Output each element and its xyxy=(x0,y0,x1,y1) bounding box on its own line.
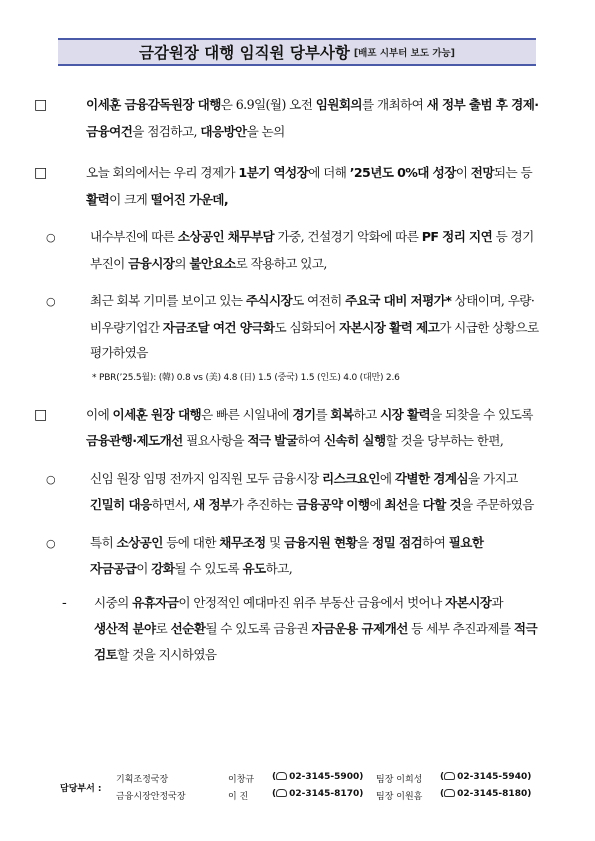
pbr-footnote: * PBR(’25.5월): (韓) 0.8 vs (美) 4.8 (日) 1.5 (중국) 1.5 (인도) 4.0 (대만) 2.6 xyxy=(92,372,400,383)
contact-label: 담당부서 : xyxy=(60,784,102,794)
contact-head: 이 진 xyxy=(228,792,249,802)
phone-icon xyxy=(444,789,455,797)
contact-head-phone: ( 02-3145-5900) xyxy=(272,772,364,782)
document-title-bar xyxy=(58,38,536,66)
paragraph-idle-funds: - 시중의 유휴자금이 안정적인 예대마진 위주 부동산 금융에서 벗어나 자본시장과 생산적 분야로 선순환될 수 있도록 금융권 자금운용 규제개선 등 세부 추진과제를 적극 검토할 것을 지시하였음 xyxy=(60,590,540,668)
paragraph-risk-vigilance: ○ 신임 원장 임명 전까지 임직원 모두 금융시장 리스크요인에 각별한 경계심을 가지고 긴밀히 대응하면서, 새 정부가 추진하는 금융공약 이행에 최선을 다할 것을 주문하였음 xyxy=(60,466,540,518)
paragraph-stock-market: ○ 최근 회복 기미를 보이고 있는 주식시장도 여전히 주요국 대비 저평가* 상태이며, 우량·비우량기업간 자금조달 여건 양극화도 심화되어 자본시장 활력 제고가 시급한 상황으로 평가하였음 xyxy=(60,288,540,366)
contact-team: 팀장 이희성 xyxy=(376,775,423,785)
contact-team-phone: ( 02-3145-8180) xyxy=(440,789,532,799)
paragraph-domestic-risk: ○ 내수부진에 따른 소상공인 채무부담 가중, 건설경기 악화에 따른 PF 정리 지연 등 경기 부진이 금융시장의 불안요소로 작용하고 있고, xyxy=(60,224,540,276)
contact-dept: 기획조정국장 xyxy=(116,775,169,785)
embargo-note: [배포 시부터 보도 가능] xyxy=(353,48,456,59)
phone-icon xyxy=(276,772,287,780)
paragraph-directive: □ 이에 이세훈 원장 대행은 빠른 시일내에 경기를 회복하고 시장 활력을 되찾을 수 있도록 금융관행·제도개선 필요사항을 적극 발굴하여 신속히 실행할 것을 당부하는 한편, xyxy=(60,402,540,454)
document-title: 금감원장 대행 임직원 당부사항 xyxy=(138,44,350,62)
paragraph-economy-outlook: □ 오늘 회의에서는 우리 경제가 1분기 역성장에 더해 ’25년도 0%대 성장이 전망되는 등 활력이 크게 떨어진 가운데, xyxy=(60,160,540,212)
paragraph-meeting-intro: □ 이세훈 금융감독원장 대행은 6.9일(월) 오전 임원회의를 개최하여 새 정부 출범 후 경제·금융여건을 점검하고, 대응방안을 논의 xyxy=(60,92,540,144)
contact-head-phone: ( 02-3145-8170) xyxy=(272,789,364,799)
circle-bullet: ○ xyxy=(46,231,55,244)
contact-team: 팀장 이원흠 xyxy=(376,792,423,802)
circle-bullet: ○ xyxy=(46,536,55,550)
document-body xyxy=(34,92,540,667)
contact-row xyxy=(60,772,540,788)
contact-dept: 금융시장안정국장 xyxy=(116,792,186,802)
box-bullet: □ xyxy=(34,406,47,423)
dash-bullet: - xyxy=(62,594,67,611)
circle-bullet: ○ xyxy=(46,472,55,486)
circle-bullet: ○ xyxy=(46,295,55,308)
contact-team-phone: ( 02-3145-5940) xyxy=(440,772,532,782)
contact-row xyxy=(60,789,540,805)
paragraph-small-business-support: ○ 특히 소상공인 등에 대한 채무조정 및 금융지원 현황을 정밀 점검하여 필요한 자금공급이 강화될 수 있도록 유도하고, xyxy=(60,530,540,582)
box-bullet: □ xyxy=(34,165,47,181)
phone-icon xyxy=(276,789,287,797)
phone-icon xyxy=(444,772,455,780)
box-bullet: □ xyxy=(34,97,47,113)
contact-head: 이창규 xyxy=(228,775,255,785)
